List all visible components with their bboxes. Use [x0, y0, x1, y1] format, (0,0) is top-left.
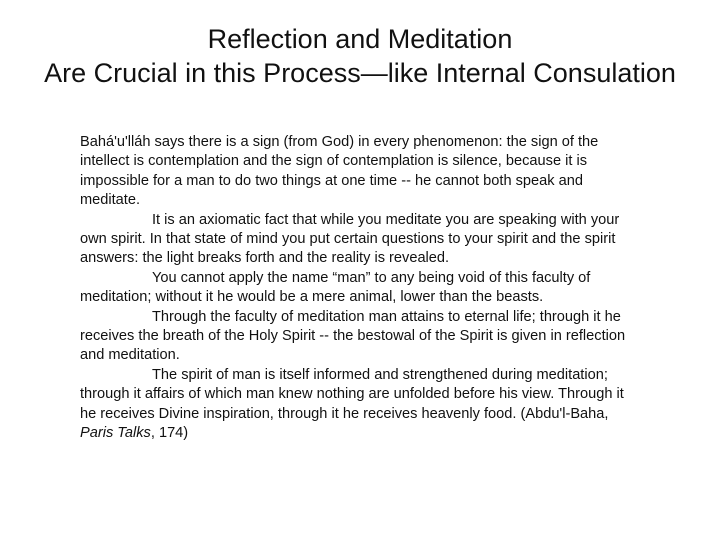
- paragraph-5: [80, 366, 642, 444]
- paragraph-4: Through the faculty of meditation man attains to eternal life; through it he receives the breath of the Holy Spirit -- the bestowal of the Spirit is given in reflection and meditation.: [80, 308, 626, 364]
- paragraph-2: It is an axiomatic fact that while you meditate you are speaking with your own spirit. In that state of mind you put certain questions to your spirit and the spirit answers: the light breaks forth and the reality is revealed.: [80, 211, 620, 267]
- quote-body: [80, 133, 642, 444]
- citation-page: , 174): [150, 425, 189, 442]
- citation-book-title: Paris Talks: [80, 425, 151, 442]
- slide-title: [0, 22, 720, 90]
- paragraph-5-text: The spirit of man is itself informed and strengthened during meditation; through it affairs of which man knew nothing are unfolded before his view. Through it he receives Divine inspiration, through it he receives heavenly food. (Abdu'l-Baha,: [80, 366, 624, 422]
- paragraph-3: You cannot apply the name “man” to any being void of this faculty of meditation; without it he would be a mere animal, lower than the beasts.: [80, 269, 591, 306]
- title-line-1: Reflection and Meditation: [207, 24, 513, 54]
- paragraph-1: Bahá'u'lláh says there is a sign (from God) in every phenomenon: the sign of the intellect is contemplation and the sign of contemplation is silence, because it is impossible for a man to do two things at one time -- he cannot both speak and meditate.: [80, 134, 599, 209]
- title-line-2: Are Crucial in this Process—like Internal Consulation: [44, 58, 676, 88]
